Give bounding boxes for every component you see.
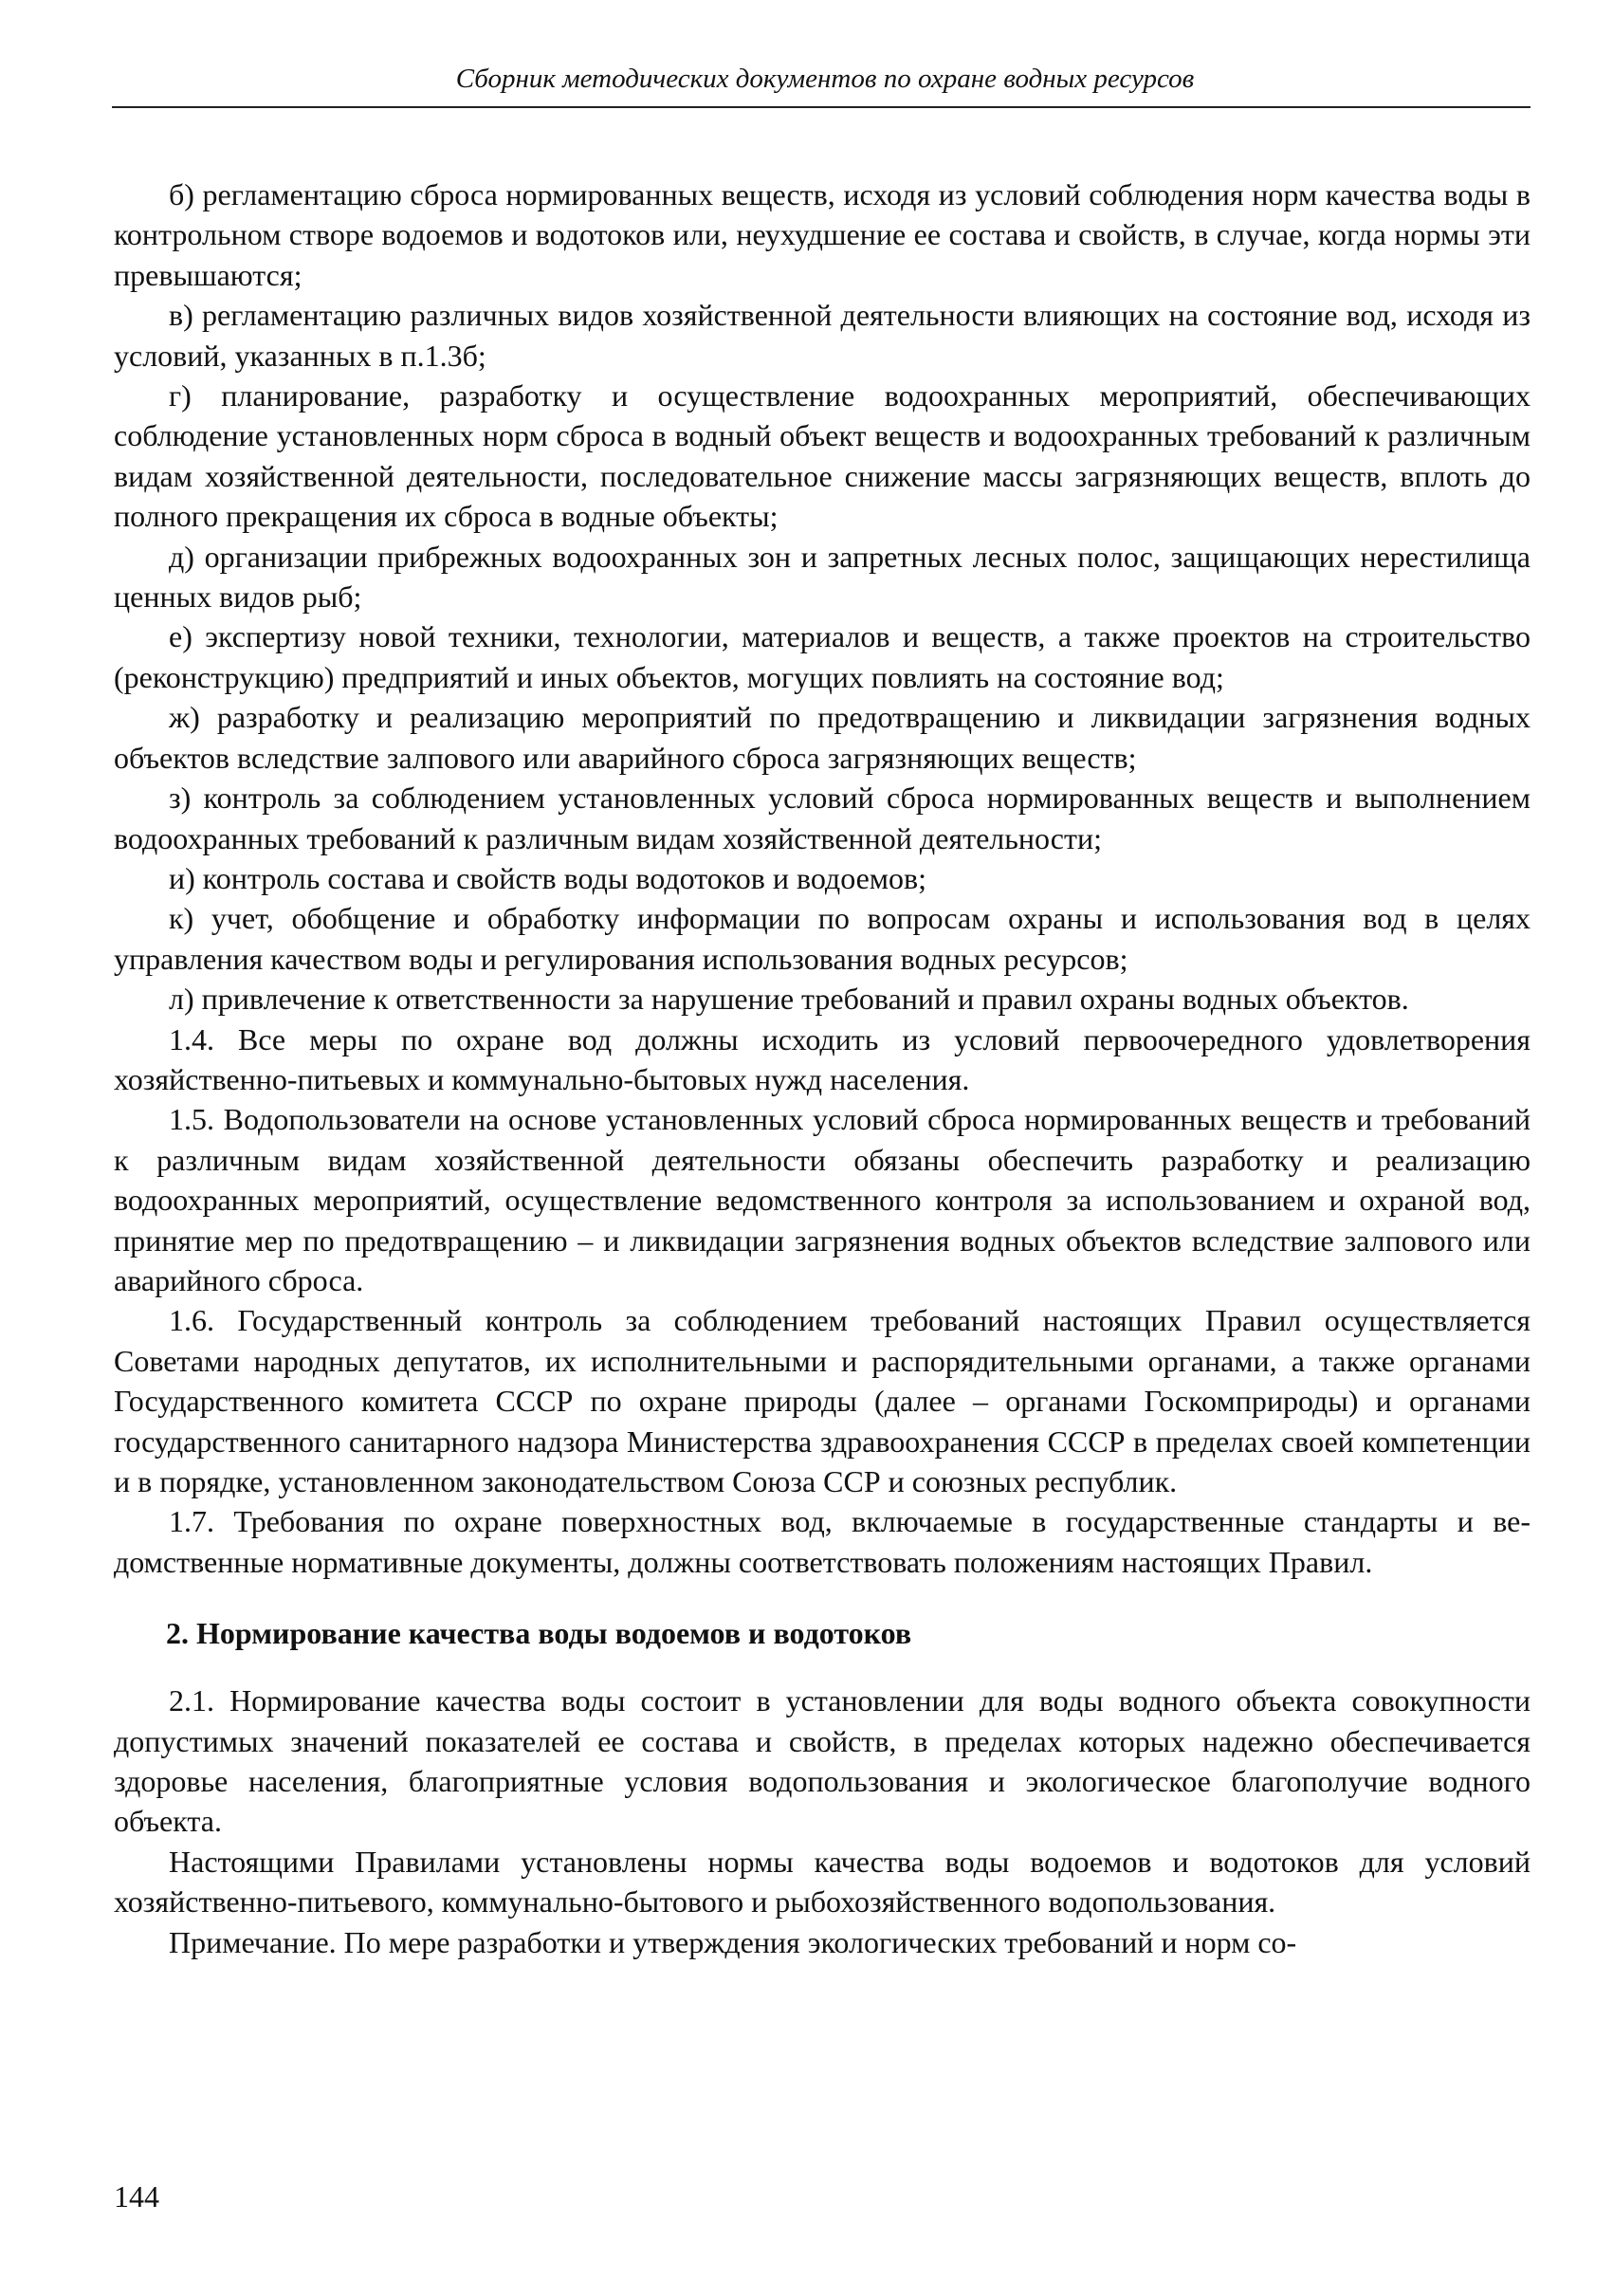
paragraph-i: и) контроль состава и свойств воды водотоков и водоемов; bbox=[169, 860, 927, 895]
paragraph-2-1: 2.1. Нормирование качества воды состоит в установлении для воды водного объекта совокупности допустимых значений показателей ее состава и свойств, в пределах которых надежно обеспечивается здоровье населения, благоприятные условия водопользования и экологическое благополучие водного объекта. bbox=[114, 1683, 1531, 1839]
page-body bbox=[114, 174, 1531, 1962]
page-number: 144 bbox=[114, 2179, 159, 2213]
paragraph-d: д) организации прибрежных водоохранных зон и запретных лесных полос, защищающих нерестилища ценных видов рыб; bbox=[114, 539, 1531, 615]
paragraph-1-6: 1.6. Государственный контроль за соблюдением требований настоящих Правил осуществляется Советами народных депутатов, их исполнительными и распорядительными органами, а также органами Государственного комитета СССР по охране природы (далее – органами Госкомприроды) и органами государственного санитарного надзора Министерства здравоохранения СССР в пределах своей компетенции и в порядке, установленном законодательством Союза ССР и союзных республик. bbox=[114, 1303, 1531, 1498]
paragraph-k: к) учет, обобщение и обработку информации по вопросам охраны и использования вод в целях управления качеством воды и регулирования использования водных ресурсов; bbox=[114, 901, 1531, 976]
running-header: Сборник методических документов по охране водных ресурсов bbox=[455, 64, 1195, 94]
paragraph-l: л) привлечение к ответственности за нарушение требований и правил охраны водных объектов. bbox=[169, 982, 1409, 1017]
paragraph-1-4: 1.4. Все меры по охране вод должны исходить из условий первоочередного удовлетворения хозяйственно-питьевых и коммунально-бытовых нужд населения. bbox=[114, 1021, 1531, 1096]
paragraph-z: з) контроль за соблюдением установленных условий сброса нормированных веществ и выполнением водоохранных требований к различным видам хозяйственной деятельности; bbox=[114, 781, 1531, 855]
paragraph-1-7: 1.7. Требования по охране поверхностных вод, включаемые в государственные стандарты и ведомственные нормативные документы, должны соответствовать положениям настоящих Правил. bbox=[114, 1504, 1531, 1579]
paragraph-norms: Настоящими Правилами установлены нормы качества воды водоемов и водотоков для условий хозяйственно-питьевого, коммунально-бытового и рыбохозяйственного водопользования. bbox=[114, 1844, 1531, 1919]
section-heading: 2. Нормирование качества воды водоемов и водотоков bbox=[166, 1616, 912, 1651]
paragraph-v: в) регламентацию различных видов хозяйственной деятельности влияющих на состояние вод, исходя из условий, указанных в п.1.3б; bbox=[114, 298, 1531, 373]
paragraph-b: б) регламентацию сброса нормированных веществ, исходя из условий соблюдения норм качества воды в контрольном створе водоемов и водотоков или, неухудшение ее состава и свойств, в случае, когда нормы эти превышаются; bbox=[114, 177, 1531, 292]
header-rule bbox=[112, 106, 1531, 108]
paragraph-e: е) экспертизу новой техники, технологии, материалов и веществ, а также проектов на строительство (реконструкцию) предприятий и иных объектов, могущих повлиять на состояние вод; bbox=[114, 619, 1531, 694]
paragraph-1-5: 1.5. Водопользователи на основе установленных условий сброса нормированных веществ и требований к различным видам хозяйственной деятельности обязаны обеспечить разработку и реализацию водоохранных мероприятий, осуществление ведомственного контроля за использованием и охраной вод, принятие мер по предотвращению – и ликвидации загрязнения водных объектов вследствие залпового или аварийного сброса. bbox=[114, 1102, 1531, 1297]
paragraph-note: Примечание. По мере разработки и утверждения экологических требований и норм со- bbox=[169, 1924, 1297, 1959]
paragraph-g: г) планирование, разработку и осуществление водоохранных мероприятий, обеспечивающих соблюдение установленных норм сброса в водный объект веществ и водоохранных требований к различным видам хозяйственной деятельности, последовательное снижение массы загрязняющих веществ, вплоть до полного прекращения их сброса в водные объекты; bbox=[114, 378, 1531, 534]
paragraph-zh: ж) разработку и реализацию мероприятий по предотвращению и ликвидации загрязнения водных объектов вследствие залпового или аварийного сброса загрязняющих веществ; bbox=[114, 700, 1531, 775]
